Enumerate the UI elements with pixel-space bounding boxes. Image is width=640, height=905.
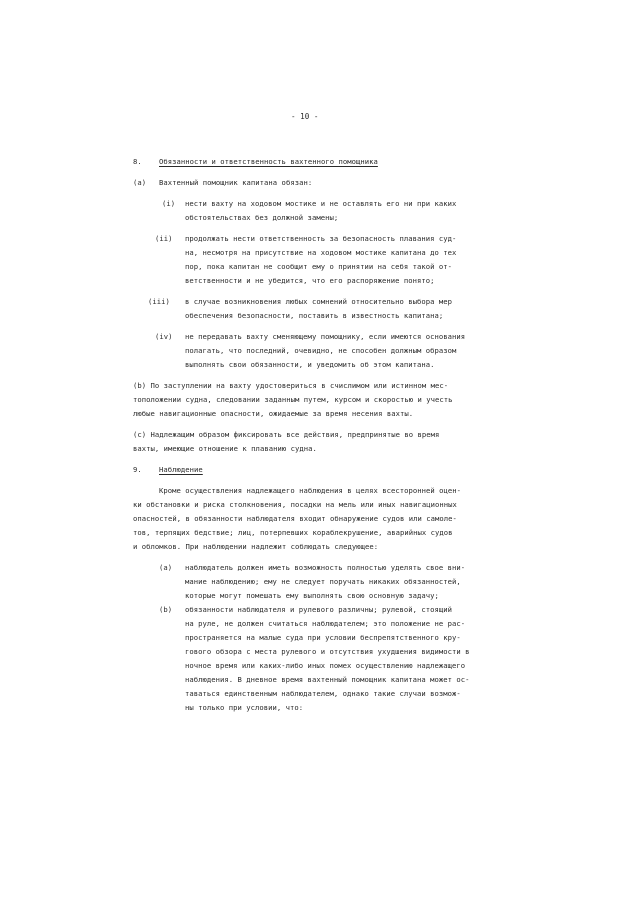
section-8-number: 8. xyxy=(133,157,142,166)
section-9-intro-line: Кроме осуществления надлежащего наблюдения в целях всесторонней оцен- xyxy=(159,486,462,495)
s9-item-a-line: наблюдатель должен иметь возможность полностью уделять свое вни- xyxy=(185,563,466,572)
s9-item-b-line: ны только при условии, что: xyxy=(185,703,304,712)
subitem-i-label: (i) xyxy=(162,199,176,208)
subitem-ii-line: на, несмотря на присутствие на ходовом мостике капитана до тех xyxy=(185,248,457,257)
s9-item-a-line: мание наблюдению; ему не следует поручать никаких обязанностей, xyxy=(185,577,461,586)
s9-item-b-line: на руле, не должен считаться наблюдателем; это положение не рас- xyxy=(185,619,466,628)
item-b-line: (b) По заступлении на вахту удостовериться в счислимом или истинном мес- xyxy=(133,381,449,390)
section-9-intro-line: ки обстановки и риска столкновения, посадки на мель или иных навигационных xyxy=(133,500,457,509)
s9-item-b-line: пространяется на малые суда при условии беспрепятственного кру- xyxy=(185,633,461,642)
section-9-intro-line: опасностей, в обязанности наблюдателя входит обнаружение судов или самоле- xyxy=(133,514,457,523)
s9-item-a-label: (a) xyxy=(159,563,173,572)
s9-item-b-line: таваться единственным наблюдателем, однако такие случаи возмож- xyxy=(185,689,461,698)
section-9-intro-line: и обломков. При наблюдении надлежит соблюдать следующее: xyxy=(133,542,379,551)
subitem-iii-label: (iii) xyxy=(148,297,170,306)
subitem-iv-label: (iv) xyxy=(155,332,173,341)
subitem-iv-line: не передавать вахту сменяющему помощнику, если имеются основания xyxy=(185,332,466,341)
subitem-iv-line: полагать, что последний, очевидно, не способен должным образом xyxy=(185,346,457,355)
section-9-heading: Наблюдение xyxy=(159,465,203,474)
item-b-line: любые навигационные опасности, ожидаемые за время несения вахты. xyxy=(133,409,414,418)
s9-item-b-line: наблюдения. В дневное время вахтенный помощник капитана может ос- xyxy=(185,675,470,684)
subitem-i-line: нести вахту на ходовом мостике и не оставлять его ни при каких xyxy=(185,199,457,208)
subitem-ii-line: ветственности и не убедится, что его распоряжение понято; xyxy=(185,276,435,285)
item-c-line: вахты, имеющие отношение к плаванию судна. xyxy=(133,444,317,453)
page-number: - 10 - xyxy=(291,112,319,121)
subitem-iv-line: выполнять свои обязанности, и уведомить об этом капитана. xyxy=(185,360,435,369)
subitem-i-line: обстоятельствах без должной замены; xyxy=(185,213,339,222)
section-9-number: 9. xyxy=(133,465,142,474)
s9-item-b-label: (b) xyxy=(159,605,173,614)
subitem-iii-line: обеспечения безопасности, поставить в известность капитана; xyxy=(185,311,444,320)
section-8-heading: Обязанности и ответственность вахтенного помощника xyxy=(159,157,378,166)
s9-item-b-line: обязанности наблюдателя и рулевого различны; рулевой, стоящий xyxy=(185,605,453,614)
s9-item-b-line: ночное время или каких-либо иных помех осуществлению надлежащего xyxy=(185,661,466,670)
subitem-ii-line: пор, пока капитан не сообщит ему о принятии на себя такой от- xyxy=(185,262,453,271)
subitem-iii-line: в случае возникновения любых сомнений относительно выбора мер xyxy=(185,297,453,306)
item-a-text: Вахтенный помощник капитана обязан: xyxy=(159,178,313,187)
s9-item-a-line: которые могут помешать ему выполнять свою основную задачу; xyxy=(185,591,439,600)
subitem-ii-line: продолжать нести ответственность за безопасность плавания суд- xyxy=(185,234,457,243)
section-9-intro-line: тов, терпящих бедствие; лиц, потерпевших кораблекрушение, аварийных судов xyxy=(133,528,453,537)
item-a-label: (a) xyxy=(133,178,147,187)
s9-item-b-line: гового обзора с места рулевого и отсутствия ухудшения видимости в xyxy=(185,647,470,656)
subitem-ii-label: (ii) xyxy=(155,234,173,243)
item-c-line: (c) Надлежащим образом фиксировать все действия, предпринятые во время xyxy=(133,430,440,439)
item-b-line: тоположении судна, следовании заданным путем, курсом и скоростью и учесть xyxy=(133,395,453,404)
